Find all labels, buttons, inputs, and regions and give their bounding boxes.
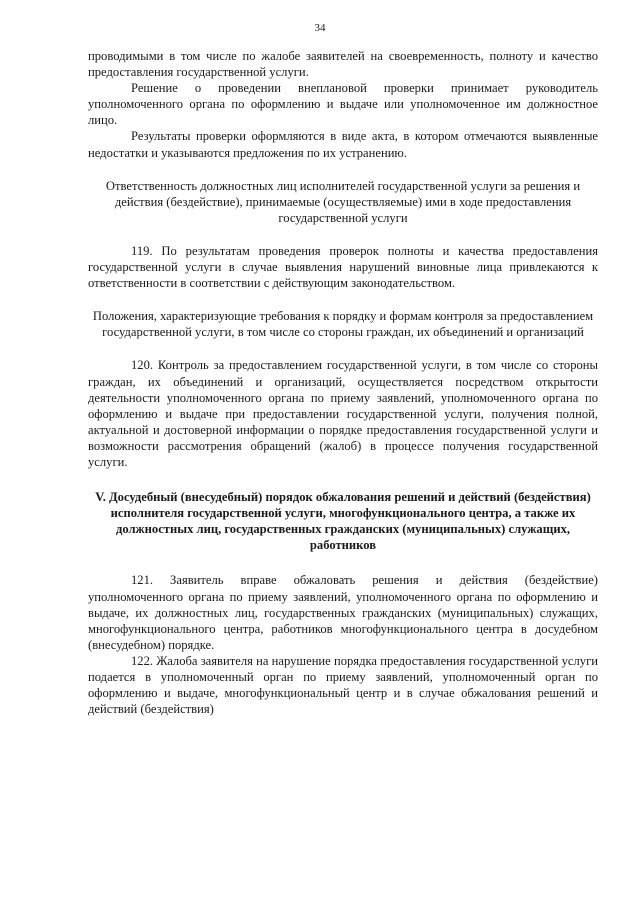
subheading-control-provisions: Положения, характеризующие требования к порядку и формам контроля за предоставлением государственной услуги, в том числе со стороны граждан, их объединений и организаций	[92, 309, 594, 340]
document-body	[88, 48, 598, 717]
paragraph-121: 121. Заявитель вправе обжаловать решения и действия (бездействие) уполномоченного органа по приему заявлений, уполномоченного органа по оформлению и выдаче, их должностных лиц, государственных гражданских (муниципальных) служащих, многофункционального центра, работников многофункционального центра в досудебном (внесудебном) порядке.	[88, 573, 598, 652]
paragraph-120: 120. Контроль за предоставлением государственной услуги, в том числе со стороны граждан, их объединений и организаций, осуществляется посредством открытости деятельности уполномоченного органа по приему заявлений, уполномоченного органа по оформлению и выдаче при предоставлении государственной услуги, получения полной, актуальной и достоверной информации о порядке предоставления государственной услуги и возможности рассмотрения обращений (жалоб) в процессе получения государственной услуги.	[88, 358, 598, 469]
paragraph-119: 119. По результатам проведения проверок полноты и качества предоставления государственной услуги в случае выявления нарушений виновные лица привлекаются к ответственности в соответствии с действующим законодательством.	[88, 243, 598, 291]
paragraph-check-results: Результаты проверки оформляются в виде акта, в котором отмечаются выявленные недостатки и указываются предложения по их устранению.	[88, 129, 598, 160]
page-number: 34	[314, 22, 326, 34]
section-title: V. Досудебный (внесудебный) порядок обжалования решений и действий (бездействия) исполнителя государственной услуги, многофункционального центра, а также их должностных лиц, государственных гражданских (муниципальных) служащих, работников	[95, 490, 591, 553]
subheading-responsibility: Ответственность должностных лиц исполнителей государственной услуги за решения и действия (бездействие), принимаемые (осуществляемые) ими в ходе предоставления государственной услуги	[105, 178, 581, 225]
paragraph-unscheduled-check: Решение о проведении внеплановой проверки принимает руководитель уполномоченного органа по оформлению и выдаче или уполномоченное им должностное лицо.	[88, 81, 598, 128]
paragraph-122: 122. Жалоба заявителя на нарушение порядка предоставления государственной услуги подается в уполномоченный орган по приему заявлений, уполномоченный орган по оформлению и выдаче, многофункциональный центр и в случае обжалования решений и действий (бездействия)	[88, 653, 598, 717]
paragraph-continuation: проводимыми в том числе по жалобе заявителей на своевременность, полноту и качество предоставления государственной услуги.	[88, 49, 598, 80]
